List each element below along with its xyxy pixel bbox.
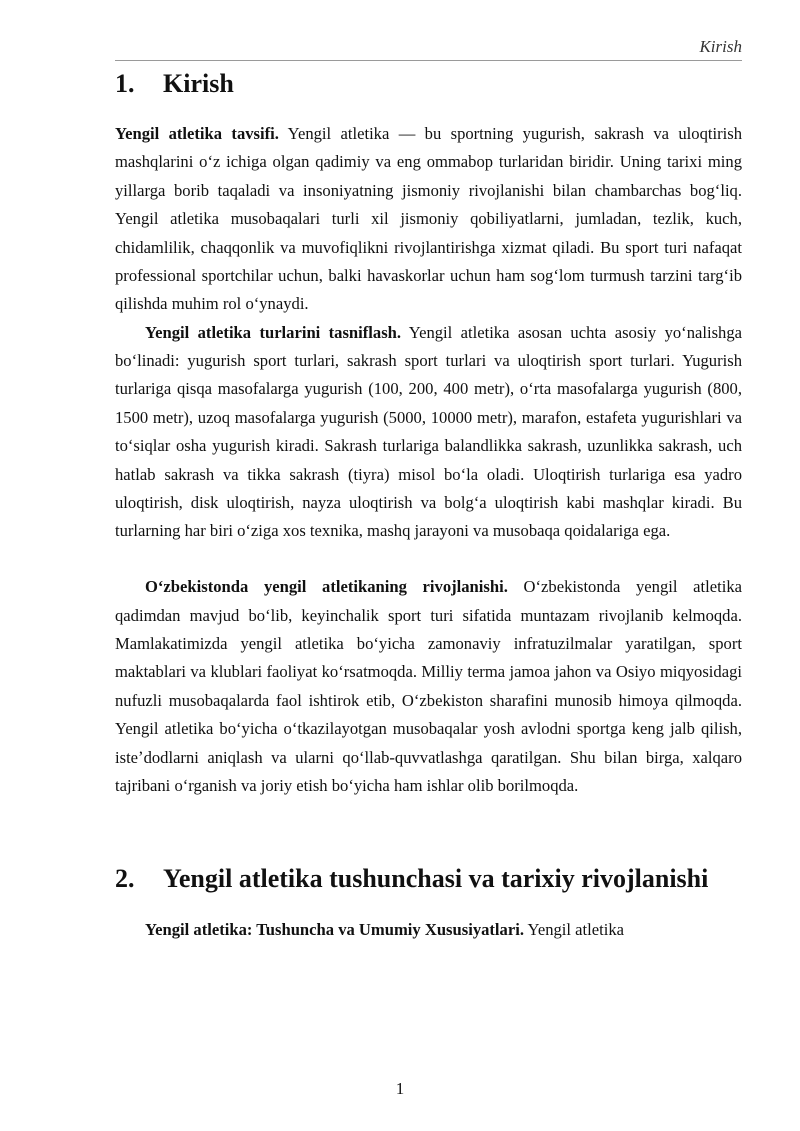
paragraph-concept <box>115 916 742 944</box>
section-title: Yengil atletika tushunchasi va tarixiy rivojlanishi <box>163 864 709 893</box>
page-number: 1 <box>395 1079 405 1098</box>
paragraph-lead: Yengil atletika tavsifi. <box>115 124 279 143</box>
paragraph-text: Yengil atletika — bu sportning yugurish, sakrash va uloqtirish mashqlarini oʻz ichiga olgan qadimiy va eng ommabop turlaridan biridir. Uning tarixi ming yillarga borib taqaladi va insoniyatning jismoniy rivojlanishi bilan chambarchas bogʻliq. Yengil atletika musobaqalari turli xil jismoniy qobiliyatlarni, jumladan, tezlik, kuch, chidamlilik, chaqqonlik va muvofiqlikni rivojlantirishga xizmat qiladi. Bu sport turi nafaqat professional sportchilar uchun, balki havaskorlar uchun ham sogʻlom turmush tarzini targʻib qilishda muhim rol oʻynaydi. <box>115 124 742 314</box>
paragraph-classification <box>115 319 742 546</box>
paragraph-text: Yengil atletika asosan uchta asosiy yoʻnalishga boʻlinadi: yugurish sport turlari, sakrash sport turlari va uloqtirish sport turlari. Yugurish turlariga qisqa masofalarga yugurish (100, 200, 400 metr), oʻrta masofalarga yugurish (800, 1500 metr), uzoq masofalarga yugurish (5000, 10000 metr), marafon, estafeta yugurishlari va toʻsiqlar osha yugurish kiradi. Sakrash turlariga balandlikka sakrash, uzunlikka sakrash, uch hatlab sakrash va tikka sakrash (tiyra) misol boʻla oladi. Uloqtirish turlariga esa yadro uloqtirish, disk uloqtirish, nayza uloqtirish va bolgʻa uloqtirish kabi mashqlar kiradi. Bu turlarning har biri oʻziga xos texnika, mashq jarayoni va musobaqa qoidalariga ega. <box>115 322 742 541</box>
paragraph-uzbekistan-development <box>115 573 742 800</box>
section-number: 1. <box>115 69 135 98</box>
paragraph-description <box>115 120 742 319</box>
section-heading-1 <box>115 69 234 99</box>
paragraph-text: Yengil atletika <box>523 920 624 939</box>
paragraph-text: Oʻzbekistonda yengil atletika qadimdan mavjud boʻlib, keyinchalik sport turi sifatida muntazam rivojlanib kelmoqda. Mamlakatimizda yengil atletika boʻyicha zamonaviy infratuzilmalar yaratilgan, sport maktablari va klublari faoliyat koʻrsatmoqda. Milliy terma jamoa jahon va Osiyo miqyosidagi nufuzli musobaqalarda faol ishtirok etib, Oʻzbekiston sharafini munosib himoya qilmoqda. Yengil atletika boʻyicha oʻtkazilayotgan musobaqalar yosh avlodni sportga keng jalb qilish, isteʼdodlarni aniqlash va ularni qoʻllab-quvvatlashga qaratilgan. Shu bilan birga, xalqaro tajribani oʻrganish va joriy etish boʻyicha ham ishlar olib borilmoqda. <box>115 577 742 796</box>
paragraph-lead: Yengil atletika turlarini tasniflash. <box>145 322 402 342</box>
section-title: Kirish <box>163 69 234 98</box>
running-header <box>115 36 742 61</box>
paragraph-lead: Yengil atletika: Tushuncha va Umumiy Xususiyatlari. <box>145 920 524 939</box>
running-header-title: Kirish <box>699 37 742 56</box>
section-heading-2 <box>115 864 708 894</box>
paragraph-lead: Oʻzbekistonda yengil atletikaning rivojlanishi. <box>145 577 508 597</box>
section-number: 2. <box>115 864 135 893</box>
